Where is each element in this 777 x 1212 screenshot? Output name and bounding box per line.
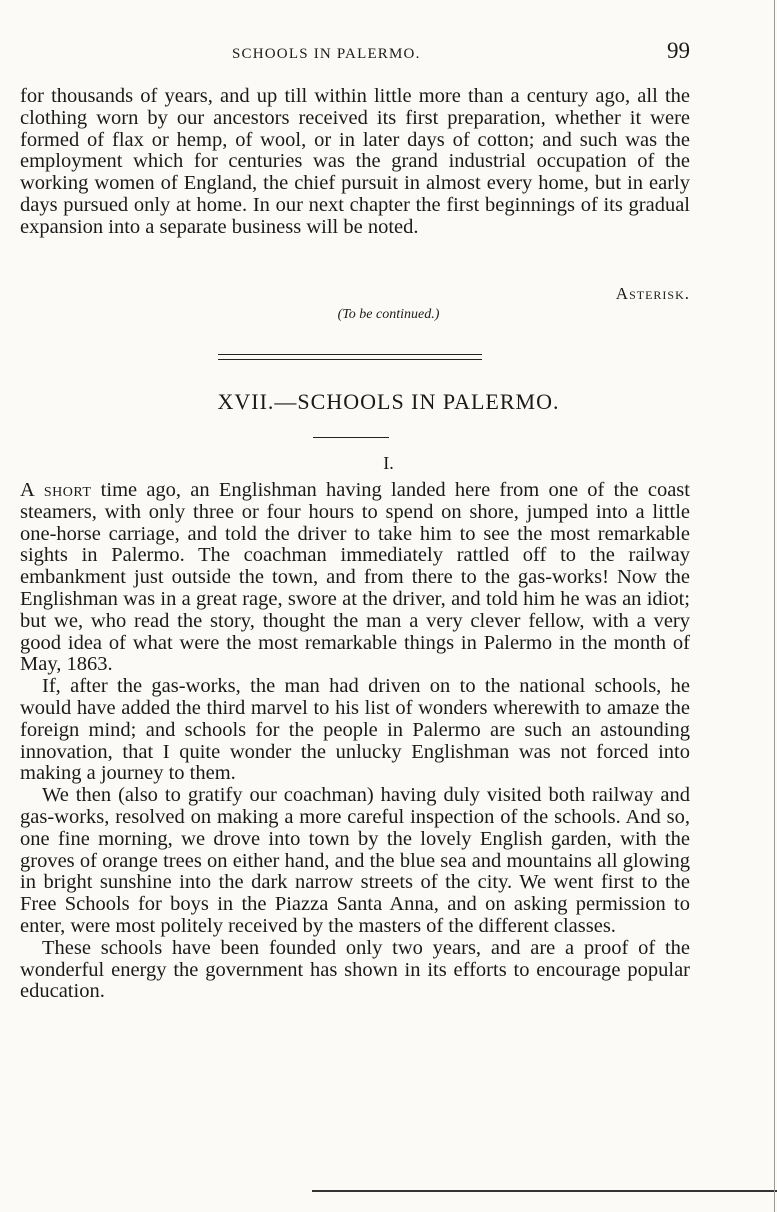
- opening-words: A short: [20, 479, 92, 501]
- article-paragraph-1: [20, 480, 690, 676]
- article-paragraph-4: These schools have been founded only two years, and are a proof of the wonderful energy the government has shown in its efforts to encourage popular education.: [20, 936, 690, 1003]
- page-bottom-rule: [312, 1190, 777, 1192]
- article-body: [20, 480, 690, 1003]
- section-divider-double-rule: [218, 354, 482, 360]
- continued-paragraph: for thousands of years, and up till within little more than a century ago, all the clothing worn by our ancestors received its first preparation, whether it were formed of flax or hemp, of wool, or in later days of cotton; and such was the employment which for centuries was the grand industrial occupation of the working women of England, the chief pursuit in almost every home, but in early days pursued only at home. In our next chapter the first beginnings of its gradual expansion into a separate business will be noted.: [20, 85, 690, 238]
- section-number: I.: [383, 453, 394, 473]
- paragraph-1-text: time ago, an Englishman having landed here from one of the coast steamers, with only three or four hours to spend on shore, jumped into a little one-horse carriage, and told the driver to take him to see the most remarkable sights in Palermo. The coachman immediately rattled off to the railway embankment just outside the town, and from there to the gas-works! Now the Englishman was in a great rage, swore at the driver, and told him he was an idiot; but we, who read the story, thought the man a very clever fellow, with a very good idea of what were the most remarkable things in Palermo in the month of May, 1863.: [20, 479, 690, 676]
- page-edge-line: [774, 0, 775, 1212]
- running-title: SCHOOLS IN PALERMO.: [232, 46, 421, 62]
- author-signature: Asterisk.: [615, 284, 690, 303]
- page-header: [20, 38, 690, 68]
- title-underline-rule: [313, 437, 389, 438]
- to-be-continued-note: (To be continued.): [337, 307, 440, 322]
- article-paragraph-2: If, after the gas-works, the man had driven on to the national schools, he would have added the third marvel to his list of wonders wherewith to amaze the foreign mind; and schools for the people in Palermo are such an astounding innovation, that I quite wonder the unlucky Englishman was not forced into making a journey to them.: [20, 675, 690, 785]
- continued-paragraph-block: [20, 86, 690, 239]
- page-number: 99: [667, 38, 690, 63]
- article-paragraph-3: We then (also to gratify our coachman) having duly visited both railway and gas-works, resolved on making a more careful inspection of the schools. And so, one fine morning, we drove into town by the lovely English garden, with the groves of orange trees on either hand, and the blue sea and mountains all glowing in bright sunshine into the dark narrow streets of the city. We went first to the Free Schools for boys in the Piazza Santa Anna, and on asking permission to enter, were most politely received by the masters of the different classes.: [20, 784, 690, 937]
- article-title: XVII.—SCHOOLS IN PALERMO.: [217, 389, 560, 414]
